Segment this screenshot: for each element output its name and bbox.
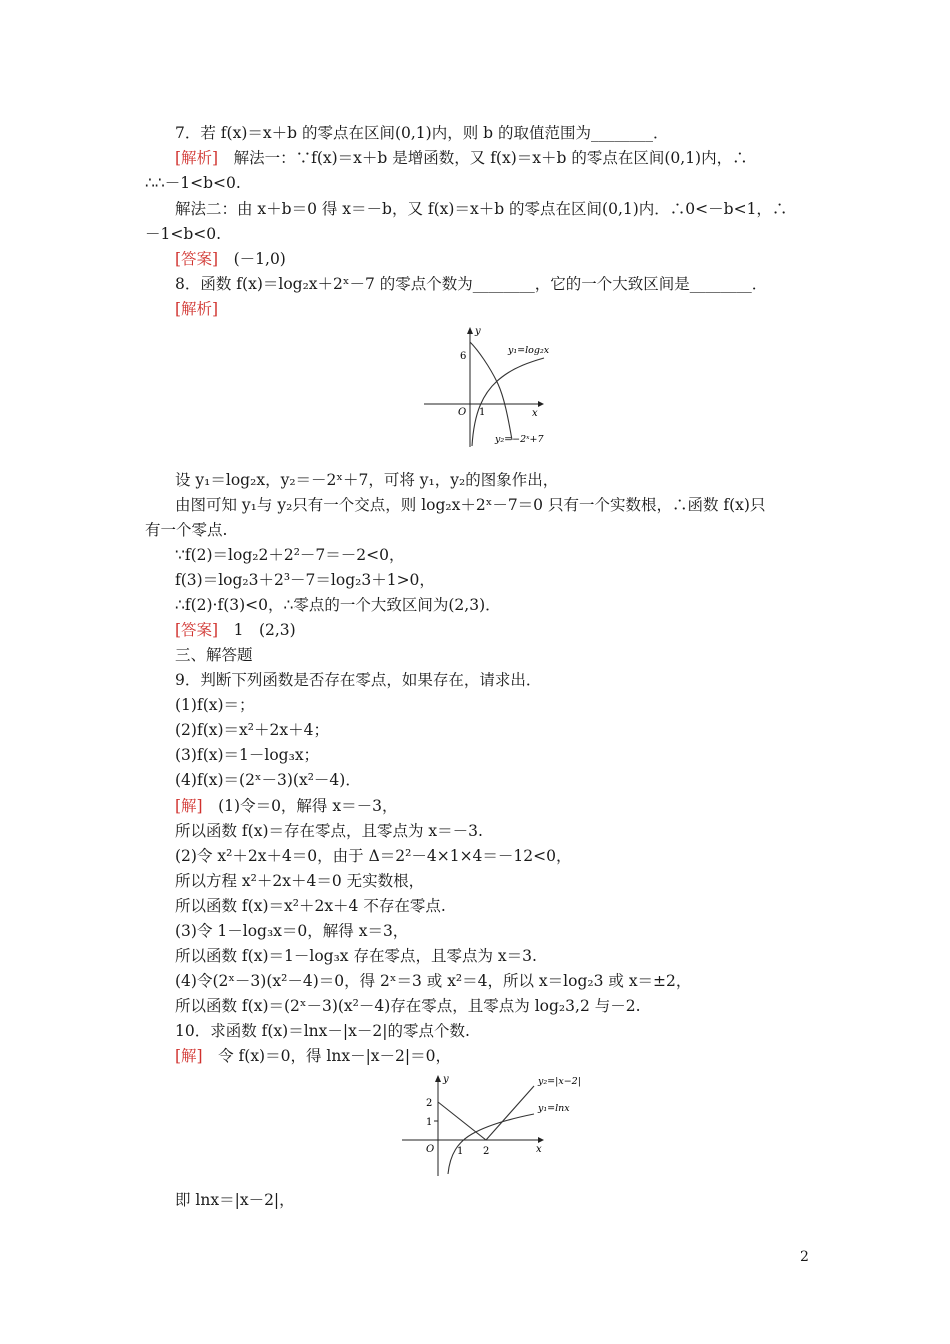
- text-line: 有一个零点.: [145, 521, 228, 539]
- graph-log-exp: [420, 322, 560, 450]
- text-line: 设 y₁＝log₂x，y₂＝－2ˣ＋7，可将 y₁，y₂的图象作出，: [175, 471, 559, 489]
- curve-label-y1: y₁=lnx: [538, 1103, 570, 1114]
- text-line: 所以函数 f(x)＝x²＋2x＋4 不存在零点.: [175, 897, 446, 915]
- text-line: 所以方程 x²＋2x＋4＝0 无实数根，: [175, 872, 425, 890]
- graph-ln-abs: [398, 1072, 590, 1182]
- page-number: 2: [800, 1249, 809, 1265]
- text-line: 即 lnx＝|x－2|，: [175, 1191, 295, 1209]
- text-line: f(3)＝log₂3＋2³－7＝log₂3＋1>0，: [175, 571, 435, 589]
- tick-y-1: 1: [426, 1117, 433, 1128]
- text-line: 8．函数 f(x)＝log₂x＋2ˣ－7 的零点个数为________，它的一个大致区间是________．: [175, 275, 768, 293]
- text-line: ∴∴－1<b<0.: [145, 174, 241, 192]
- text-line: [解] (1)令＝0，解得 x＝－3，: [175, 797, 398, 815]
- text-line: (4)令(2ˣ－3)(x²－4)＝0，得 2ˣ＝3 或 x²＝4，所以 x＝log₂3 或 x＝±2，: [175, 972, 692, 990]
- tick-x-1: 1: [457, 1146, 464, 1157]
- text-line: (3)f(x)＝1－log₃x；: [175, 746, 320, 764]
- text-line: (1)f(x)＝；: [175, 696, 255, 714]
- tick-y-2: 2: [426, 1098, 433, 1109]
- text-line: 所以函数 f(x)＝1－log₃x 存在零点，且零点为 x＝3.: [175, 947, 537, 965]
- curve-label-y2: y₂=|x−2|: [538, 1076, 581, 1087]
- origin-label: O: [458, 407, 467, 418]
- tag-label: [答案]: [175, 250, 219, 268]
- text-line: 由图可知 y₁与 y₂只有一个交点，则 log₂x＋2ˣ－7＝0 只有一个实数根，∴函数 f(x)只: [175, 496, 766, 514]
- text-line: －1<b<0.: [145, 225, 222, 243]
- tag-label: [解]: [175, 797, 203, 815]
- y-axis-label: y: [443, 1074, 449, 1085]
- y-axis-label: y: [475, 326, 481, 337]
- text-line: (2)令 x²＋2x＋4＝0，由于 Δ＝2²－4×1×4＝－12<0，: [175, 847, 572, 865]
- text-line: 9．判断下列函数是否存在零点，如果存在，请求出．: [175, 671, 542, 689]
- text-line: [解析] 解法一：∵f(x)＝x＋b 是增函数，又 f(x)＝x＋b 的零点在区间(0,1)内，∴: [175, 149, 748, 167]
- x-axis-label: x: [532, 408, 538, 419]
- text-line: 10．求函数 f(x)＝lnx－|x－2|的零点个数.: [175, 1022, 470, 1040]
- text-line: (3)令 1－log₃x＝0，解得 x＝3，: [175, 922, 409, 940]
- curve-label-y1: y₁=log₂x: [508, 345, 550, 356]
- tag-label: [答案]: [175, 621, 219, 639]
- text-line: (2)f(x)＝x²＋2x＋4；: [175, 721, 329, 739]
- tick-x-2: 2: [483, 1146, 490, 1157]
- text-line: ∴f(2)·f(3)<0，∴零点的一个大致区间为(2,3)．: [175, 596, 501, 614]
- text-line: (4)f(x)＝(2ˣ－3)(x²－4)．: [175, 771, 361, 789]
- tick-x-1: 1: [479, 407, 486, 418]
- tick-y-6: 6: [460, 351, 467, 362]
- text-line: 7．若 f(x)＝x＋b 的零点在区间(0,1)内，则 b 的取值范围为________．: [175, 124, 669, 142]
- text-line: [答案] 1 (2,3): [175, 621, 296, 639]
- tag-label: [解析]: [175, 300, 219, 318]
- text-line: 解法二：由 x＋b＝0 得 x＝－b，又 f(x)＝x＋b 的零点在区间(0,1)内．∴0<－b<1，∴: [175, 200, 788, 218]
- tag-label: [解析]: [175, 149, 219, 167]
- text-line: [答案] (－1,0): [175, 250, 286, 268]
- text-line: [解] 令 f(x)＝0，得 lnx－|x－2|＝0，: [175, 1047, 451, 1065]
- section-heading: 三、解答题: [175, 646, 253, 664]
- text-line: 所以函数 f(x)＝存在零点，且零点为 x＝－3.: [175, 822, 483, 840]
- x-axis-label: x: [536, 1144, 542, 1155]
- origin-label: O: [426, 1144, 435, 1155]
- curve-label-y2: y₂=−2ˣ+7: [495, 434, 544, 445]
- text-line: ∵f(2)＝log₂2＋2²－7＝－2<0，: [175, 546, 405, 564]
- text-line: 所以函数 f(x)＝(2ˣ－3)(x²－4)存在零点，且零点为 log₂3,2 与－2.: [175, 997, 641, 1015]
- tag-label: [解]: [175, 1047, 203, 1065]
- text-line: [175, 299, 840, 319]
